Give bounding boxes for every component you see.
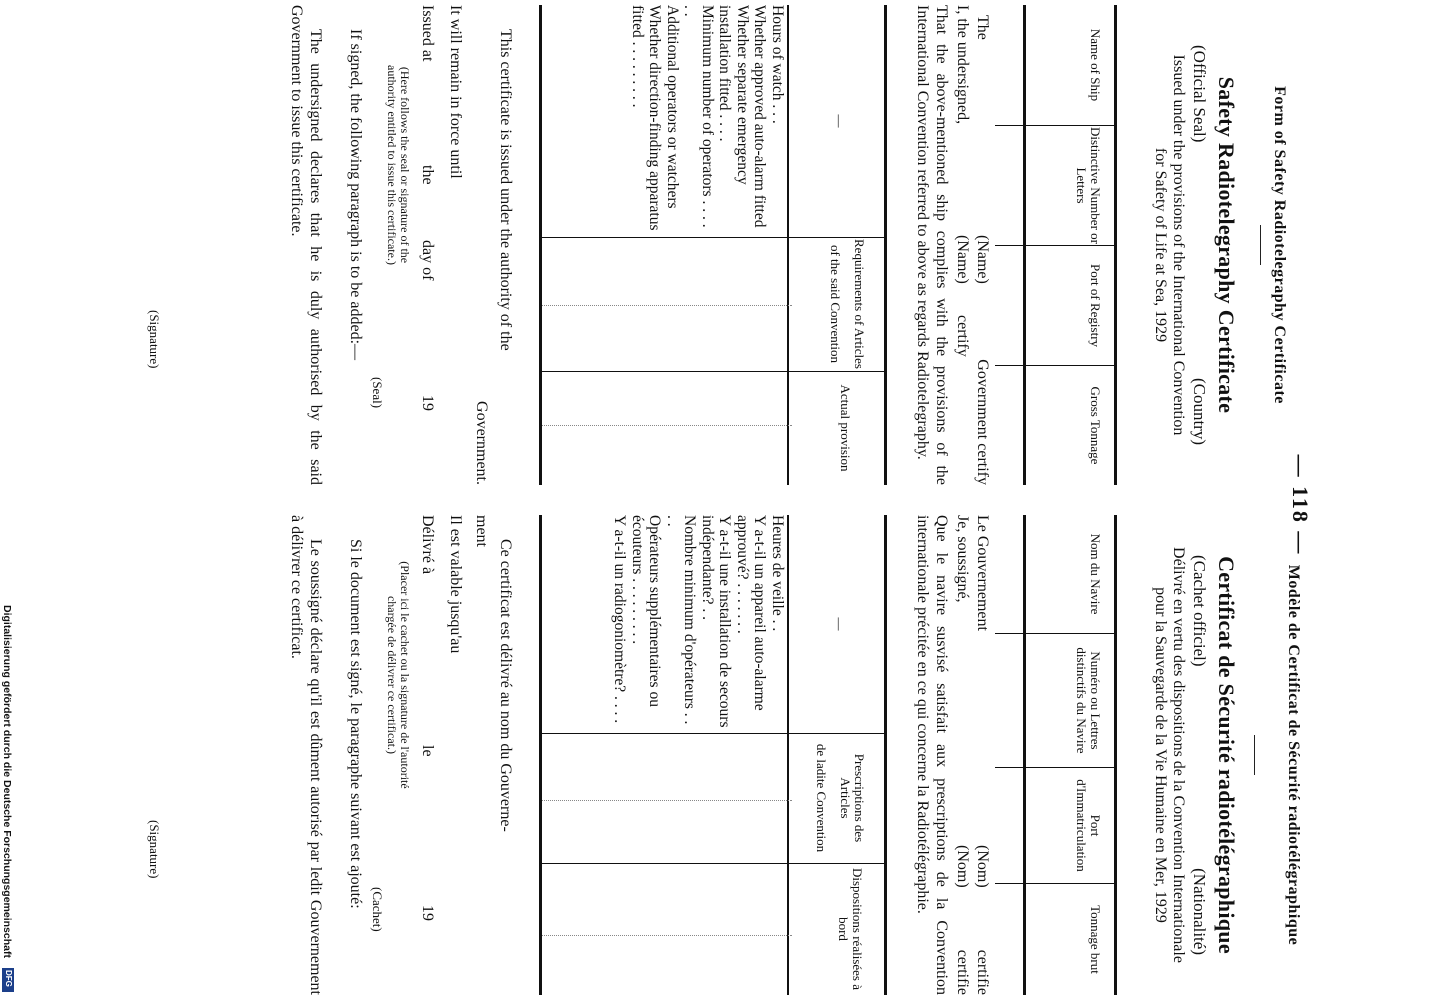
seal-note: (Placer ici le cachet ou la signature de l'autorité chargée de délivrer ce certificat.) — [385, 561, 412, 789]
undersigned-declares: Le soussigné déclare qu'il est dûment autorisé par ledit Gouvernement à délivrer ce certificat. — [288, 515, 324, 995]
certificate-title: Safety Radiotelegraphy Certificate — [1214, 76, 1239, 414]
item-direction-finding: Whether direction-finding apparatus fitted . . . . . . . . . — [629, 5, 664, 231]
item-radiogoniometre: Y a-t-il un radiogoniomètre? . . . . — [611, 515, 629, 724]
heading-rule — [1254, 735, 1255, 775]
seal-note: (Here follows the seal or signature of the authority entitled to issue this certificate.) — [385, 65, 412, 265]
dfg-logo-icon: DFG — [2, 968, 14, 992]
header-port-of-registry: Port of Registry — [1026, 245, 1114, 365]
header-nom-du-navire: Nom du Navire — [1088, 533, 1103, 615]
item-additional-operators: Additional operators or watchers — [664, 5, 681, 209]
header-name-of-ship: Name of Ship — [1088, 28, 1103, 102]
authority-line: This certificate is issued under the authority of the — [497, 29, 514, 351]
complies-paragraph: Que le navire susvisé satisfait aux prescriptions de la Convention internationale précitée en ce qui concerne la Radiotélégraphie. — [914, 515, 950, 995]
heading-rule — [1260, 225, 1261, 265]
requirement-items — [629, 5, 787, 235]
requirements-body — [539, 5, 792, 485]
requirements-header — [787, 5, 887, 485]
ship-table-body — [995, 515, 1029, 995]
header-numero: Numéro ou Lettres distinctifs du Navire — [1026, 633, 1114, 767]
rotated-content — [17, 5, 1317, 995]
authority-line: Ce certificat est délivré au nom du Gouverne- — [497, 539, 514, 832]
issued-under: Issued under the provisions of the International Convention for Safety of Life at Sea, 1929 — [1152, 54, 1187, 436]
ship-table-body — [995, 5, 1029, 485]
in-force-line: It will remain in force until — [447, 5, 464, 179]
item-heures-de-veille: Heures de veille . . — [769, 515, 786, 632]
if-signed-paragraph: Si le document est signé, le paragraphe suivant est ajouté: — [347, 539, 364, 909]
country-label: (Country) — [1190, 377, 1209, 445]
signature-label: (Signature) — [147, 310, 162, 369]
header-tonnage: Tonnage brut — [1026, 883, 1114, 995]
header-requirements: Requirements of Articles of the said Convention — [828, 239, 867, 369]
item-auto-alarm: Whether approved auto-alarm fitted — [751, 5, 769, 228]
header-dash: — — [832, 617, 847, 631]
undersigned-declares: The undersigned declares that he is duly authorised by the said Government to issue this certificate. — [288, 5, 324, 485]
certificate-title: Certificat de Sécurité radiotélégraphique — [1214, 556, 1239, 954]
english-column: Form of Safety Radiotelegraphy Certificate Safety Radiotelegraphy Certificate (Official Seal) (Country) Issued under the provisions of the International Convention for Safety of Life at Sea, 1929 Name of Ship Distinctive Number or Letters Port of Registry Gross Tonnage The (Name) Government certify I, the undersigned, (Name) certify That the above-mentioned ship complies with the provisions of the International Convention referred to above as regards Radiotelegraphy. — Requirements of Articles of the said Convention Actual provision Hours of watch . . . Whether approved auto-alarm fitted Whether separate emergency installation fitted . . . . Minimum number of operators . . . . . . Additional operators or watchers Whether direction-finding apparatus fitted . . . . . . . . . This certificate is issued under the authority of the Government. It will remain in force until Issued at the day of 19 (Here follows the seal or signature of the authority entitled to issue this certificate.) (Seal) If signed, the following paragraph is to be added:— The undersigned declares that he is duly authorised by the said Government to issue this certificate. (Signature) — [147, 5, 1288, 485]
seal-label: (Seal) — [370, 377, 385, 409]
item-nombre-minimum: Nombre minimum d'opérateurs . . . . — [664, 515, 699, 725]
header-gross-tonnage: Gross Tonnage — [1026, 365, 1114, 485]
country-label: (Nationalité) — [1190, 868, 1209, 955]
digitization-sidebar — [0, 0, 14, 1000]
header-dispositions: Dispositions réalisées à bord — [836, 867, 865, 991]
sidebar-note: Digitalisierung gefördert durch die Deutsche Forschungsgemeinschaft — [1, 605, 13, 958]
authority-government: Government. — [473, 401, 490, 485]
ship-table-header — [1023, 5, 1117, 485]
page-number: — 118 — — [1288, 454, 1313, 556]
item-minimum-operators: Minimum number of operators . . . . . . — [681, 5, 716, 228]
if-signed-paragraph: If signed, the following paragraph is to be added:— — [347, 29, 364, 361]
issued-under: Délivré en vertu des dispositions de la Convention Internationale pour la Sauvegarde de la Vie Humaine en Mer, 1929 — [1152, 547, 1187, 963]
complies-paragraph: That the above-mentioned ship complies with the provisions of the International Convention referred to above as regards Radiotelegraphy. — [914, 5, 950, 485]
signature-label: (Signature) — [147, 820, 162, 879]
requirements-header — [787, 515, 887, 995]
header-actual-provision: Actual provision — [838, 384, 853, 472]
header-port: Port d'Immatriculation — [1026, 767, 1114, 883]
form-heading: Modèle de Certificat de Sécurité radiotélégraphique — [1285, 564, 1302, 946]
item-operateurs-supplementaires: Opérateurs supplémentaires ou écouteurs . . . . . . . . . — [629, 515, 664, 707]
header-prescriptions: Prescriptions des Articles de ladite Convention — [814, 743, 867, 853]
seal-label: (Cachet) — [370, 887, 385, 932]
authority-government: ment — [473, 515, 490, 547]
ship-table-header — [1023, 515, 1117, 995]
requirement-items — [611, 515, 786, 730]
official-seal: (Cachet officiel) — [1190, 555, 1209, 667]
item-hours-of-watch: Hours of watch . . . — [769, 5, 786, 124]
header-dash: — — [832, 114, 847, 128]
item-installation-secours: Y a-t-il une installation de secours indépendante? . . — [699, 515, 734, 728]
official-seal: (Official Seal) — [1190, 45, 1209, 143]
requirements-body — [539, 515, 792, 995]
item-emergency-installation: Whether separate emergency installation fitted . . . . — [716, 5, 751, 185]
header-distinctive-number: Distinctive Number or Letters — [1026, 125, 1114, 245]
french-column: Modèle de Certificat de Sécurité radiotélégraphique Certificat de Sécurité radiotélégraphique (Cachet officiel) (Nationalité) Délivré en vertu des dispositions de la Convention Internationale pour la Sauvegarde de la Vie Humaine en Mer, 1929 Nom du Navire Numéro ou Lettres distinctifs du Navire Port d'Immatriculation Tonnage brut Le Gouvernement (Nom) certifie Je, soussigné, (Nom) certifie Que le navire susvisé satisfait aux prescriptions de la Convention internationale précitée en ce qui concerne la Radiotélégraphie. — Prescriptions des Articles de ladite Convention Dispositions réalisées à bord Heures de veille . . Y a-t-il un appareil auto-alarme approuvé? . . . . . . . Y a-t-il une installation de secours indépendante? . . Nombre minimum d'opérateurs . . . . Opérateurs supplémentaires ou écouteurs . . . . . . . . . Y a-t-il un radiogoniomètre? . . . . Ce certificat est délivré au nom du Gouverne- ment Il est valable jusqu'au Délivré à le 19 (Placer ici le cachet ou la signature de l'autorité chargée de délivrer ce certificat.) (Cachet) Si le document est signé, le paragraphe suivant est ajouté: Le soussigné déclare qu'il est dûment autorisé par ledit Gouvernement à délivrer ce certificat. (Signature) — [147, 515, 1302, 995]
form-heading: Form of Safety Radiotelegraphy Certificate — [1271, 86, 1288, 404]
item-auto-alarme: Y a-t-il un appareil auto-alarme approuvé? . . . . . . . — [734, 515, 769, 711]
in-force-line: Il est valable jusqu'au — [447, 515, 464, 654]
